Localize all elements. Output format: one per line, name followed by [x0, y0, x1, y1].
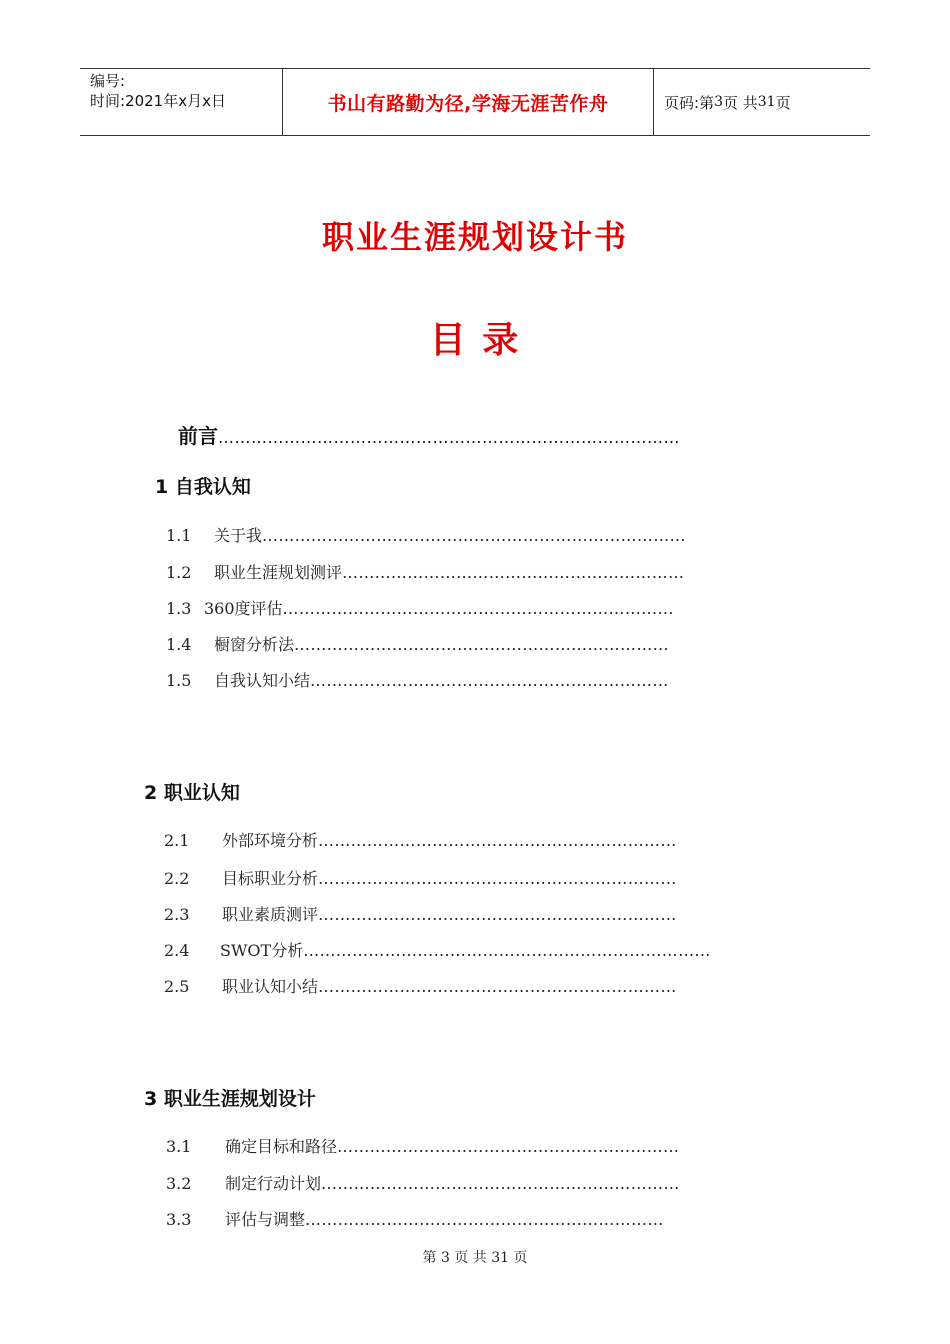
toc-item [166, 1171, 680, 1194]
toc-section-1: 1 自我认知 [155, 476, 251, 498]
number-label: 编号: [90, 72, 126, 90]
document-title: 职业生涯规划设计书 [321, 218, 628, 256]
toc-item-text: 360度评估 [204, 599, 283, 618]
page-mid: 页 共 [722, 93, 758, 112]
toc-title: 目 录 [429, 320, 521, 361]
toc-item-dots: ……………………………………………………… [337, 1137, 680, 1156]
toc-item [164, 866, 677, 889]
toc-item [166, 668, 669, 691]
toc-item [164, 902, 677, 925]
time-label: 时间:2021年x月x日 [90, 92, 226, 110]
toc-item-dots: ………………………………………………………………… [303, 941, 711, 960]
toc-item-text: 橱窗分析法 [214, 635, 295, 654]
toc-item-dots: ………………………………………………………… [310, 671, 669, 690]
toc-item-number: 2.3 [164, 905, 190, 924]
toc-item [166, 596, 674, 619]
toc-item [164, 974, 677, 997]
toc-item-dots: ………………………………………………………… [318, 905, 677, 924]
page-footer: 第 3 页 共 31 页 [422, 1250, 528, 1266]
toc-item-text: 职业素质测评 [222, 905, 319, 924]
toc-item [164, 828, 677, 851]
toc-item-text: 确定目标和路径 [225, 1137, 338, 1156]
toc-item-dots: ………………………………………………………… [321, 1174, 680, 1193]
toc-item [166, 523, 686, 546]
toc-item-dots: …………………………………………………………………… [262, 526, 686, 545]
toc-item-number: 2.1 [164, 831, 190, 850]
toc-section-2: 2 职业认知 [144, 782, 240, 804]
page-end: 页 [775, 93, 791, 112]
toc-item-text: 制定行动计划 [225, 1174, 322, 1193]
page-label: 页码:第 [664, 93, 715, 112]
toc-item-number: 1.2 [166, 563, 192, 582]
toc-item-dots: ……………………………………………………… [342, 563, 685, 582]
toc-item-text: 关于我 [214, 526, 263, 545]
toc-item [166, 560, 684, 583]
page-current: 3 [714, 94, 723, 110]
toc-item-number: 2.4 [164, 941, 190, 960]
toc-item-number: 1.3 [166, 599, 192, 618]
toc-item-dots: …………………………………………………………… [294, 635, 669, 654]
toc-item-text: 外部环境分析 [222, 831, 319, 850]
toc-item [164, 938, 711, 961]
header-meta [80, 69, 282, 135]
toc-item [166, 1207, 664, 1230]
header-page-number [654, 69, 870, 135]
page-header [80, 68, 870, 136]
header-motto: 书山有路勤为径,学海无涯苦作舟 [282, 69, 654, 135]
toc-item-dots: ………………………………………………………… [318, 977, 677, 996]
preface-dots: ………………………………………………………………………… [218, 428, 680, 447]
toc-section-3: 3 职业生涯规划设计 [144, 1088, 316, 1110]
toc-item-number: 3.2 [166, 1174, 192, 1193]
page-total: 31 [757, 94, 776, 110]
toc-item-dots: ……………………………………………………………… [282, 599, 674, 618]
toc-item [166, 1134, 679, 1157]
toc-item-text: 目标职业分析 [222, 869, 319, 888]
toc-item-text: 职业认知小结 [222, 977, 319, 996]
toc-item-text: 评估与调整 [225, 1210, 306, 1229]
toc-item [166, 632, 669, 655]
toc-item-number: 2.5 [164, 977, 190, 996]
toc-item-number: 2.2 [164, 869, 190, 888]
toc-item-text: SWOT分析 [220, 941, 304, 960]
toc-item-number: 1.4 [166, 635, 192, 654]
toc-item-number: 3.1 [166, 1137, 192, 1156]
toc-item-number: 1.1 [166, 526, 192, 545]
toc-item-number: 3.3 [166, 1210, 192, 1229]
toc-item-dots: ………………………………………………………… [318, 831, 677, 850]
toc-item-dots: ………………………………………………………… [305, 1210, 664, 1229]
toc-item-text: 职业生涯规划测评 [214, 563, 343, 582]
preface-label: 前言 [178, 424, 218, 448]
toc-preface [178, 420, 680, 449]
toc-item-dots: ………………………………………………………… [318, 869, 677, 888]
toc-item-text: 自我认知小结 [214, 671, 311, 690]
toc-item-number: 1.5 [166, 671, 192, 690]
